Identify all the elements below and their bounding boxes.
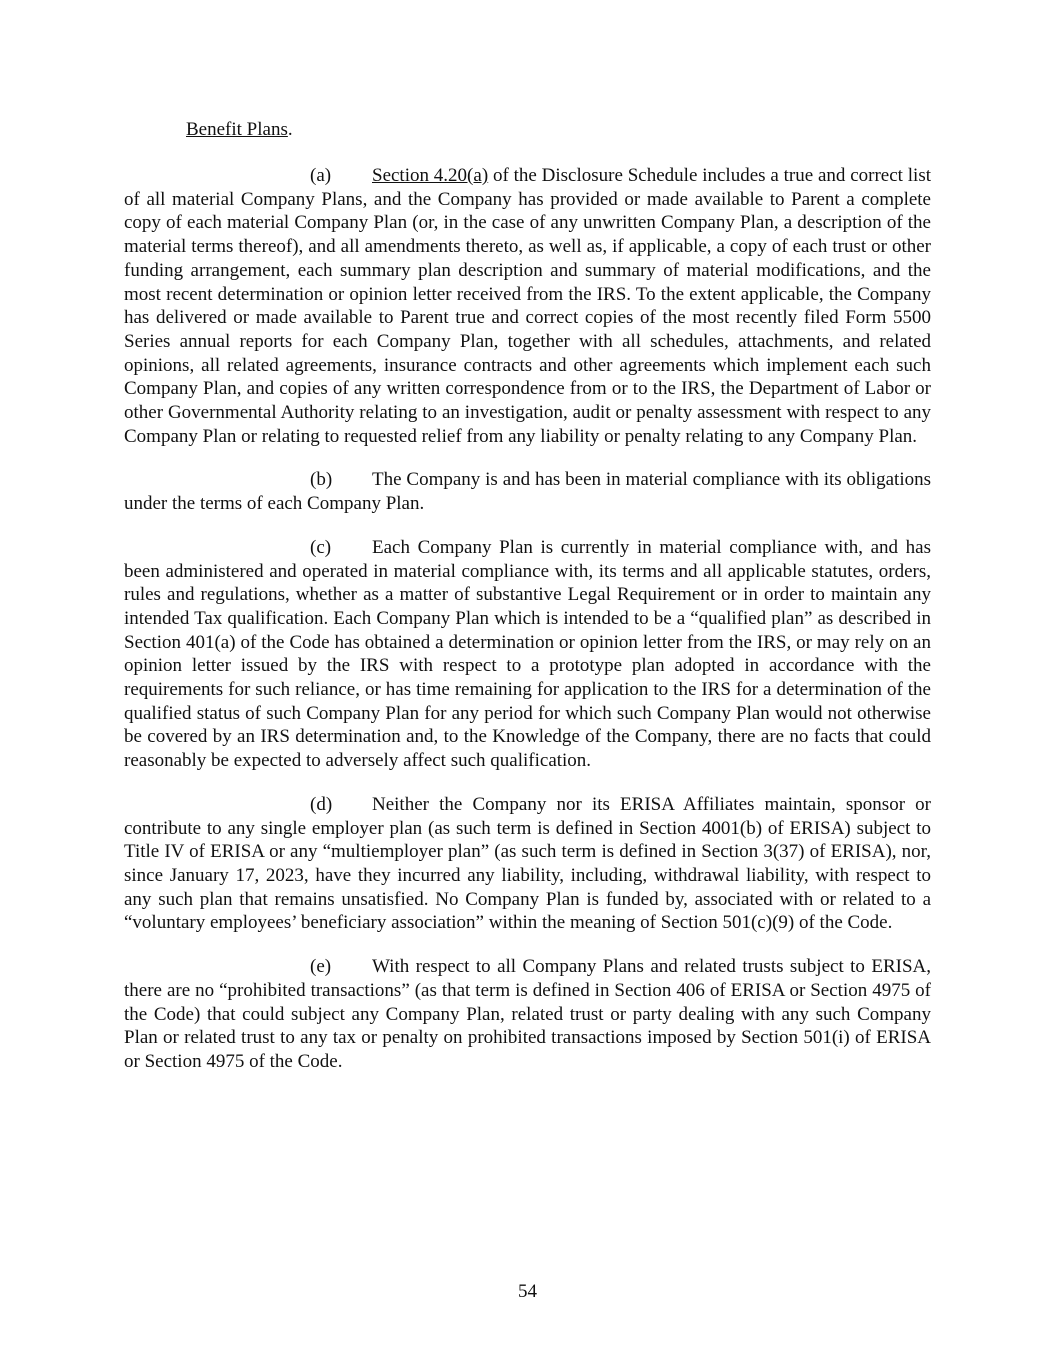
- paragraph-d: [124, 793, 931, 935]
- paragraph-d-text: Neither the Company nor its ERISA Affiliates maintain, sponsor or contribute to any single employer plan (as such term is defined in Section 4001(b) of ERISA) subject to Title IV of ERISA or any “multiemployer plan” (as such term is defined in Section 3(37) of ERISA), nor, since January 17, 2023, have they incurred any liability, including, withdrawal liability, with respect to any such plan that remains unsatisfied. No Company Plan is funded by, associated with or related to a “voluntary employees’ beneficiary association” within the meaning of Section 501(c)(9) of the Code.: [124, 793, 931, 934]
- paragraph-e-label: (e): [310, 956, 332, 978]
- paragraph-b-label: (b): [310, 469, 333, 491]
- paragraph-c-text: Each Company Plan is currently in material compliance with, and has been administered and operated in material compliance with, its terms and all applicable statutes, orders, rules and regulations, whether as a matter of substantive Legal Requirement or in order to maintain any intended Tax qualification. Each Company Plan which is intended to be a “qualified plan” as described in Section 401(a) of the Code has obtained a determination or opinion letter from the IRS, or may rely on an opinion letter issued by the IRS with respect to a prototype plan adopted in accordance with the requirements for such reliance, or has time remaining for application to the IRS for a determination of the qualified status of such Company Plan for any period for which such Company Plan would not otherwise be covered by an IRS determination and, to the Knowledge of the Company, there are no facts that could reasonably be expected to adversely affect such qualification.: [124, 536, 931, 772]
- paragraph-b-text: The Company is and has been in material compliance with its obligations under the terms of each Company Plan.: [124, 469, 931, 515]
- paragraph-a-label: (a): [310, 165, 332, 186]
- document-page: [124, 118, 931, 1094]
- paragraph-e: [124, 955, 931, 1074]
- paragraph-c: [124, 536, 931, 773]
- paragraph-e-text: With respect to all Company Plans and related trusts subject to ERISA, there are no “prohibited transactions” (as that term is defined in Section 406 of ERISA or Section 4975 of the Code) that could subject any Company Plan, related trust or party dealing with any such Company Plan or related trust to any tax or penalty on prohibited transactions imposed by Section 501(i) of ERISA or Section 4975 of the Code.: [124, 956, 931, 1072]
- section-heading-punct: .: [287, 119, 293, 140]
- paragraph-a-text: of the Disclosure Schedule includes a true and correct list of all material Company Plans, and the Company has provided or made available to Parent a complete copy of each material Company Plan (or, in the case of any unwritten Company Plan, a description of the material terms thereof), and all amendments thereto, as well as, if applicable, a copy of each trust or other funding arrangement, each summary plan description and summary of material modifications, and the most recent determination or opinion letter received from the IRS. To the extent applicable, the Company has delivered or made available to Parent true and correct copies of the most recently filed Form 5500 Series annual reports for each Company Plan, together with all schedules, attachments, and related opinions, all related agreements, insurance contracts and other agreements which implement each such Company Plan, and copies of any written correspondence from or to the IRS, the Department of Labor or other Governmental Authority relating to an investigation, audit or penalty assessment with respect to any Company Plan or relating to requested relief from any liability or penalty relating to any Company Plan.: [124, 165, 931, 447]
- page-number: 54: [518, 1281, 537, 1302]
- paragraph-d-label: (d): [310, 793, 333, 815]
- paragraph-c-label: (c): [310, 536, 332, 558]
- section-heading: [186, 118, 931, 142]
- paragraph-b: [124, 468, 931, 515]
- paragraph-a: [124, 164, 931, 448]
- section-heading-title: Benefit Plans: [186, 119, 288, 140]
- disclosure-schedule-reference: Section 4.20(a): [372, 165, 489, 186]
